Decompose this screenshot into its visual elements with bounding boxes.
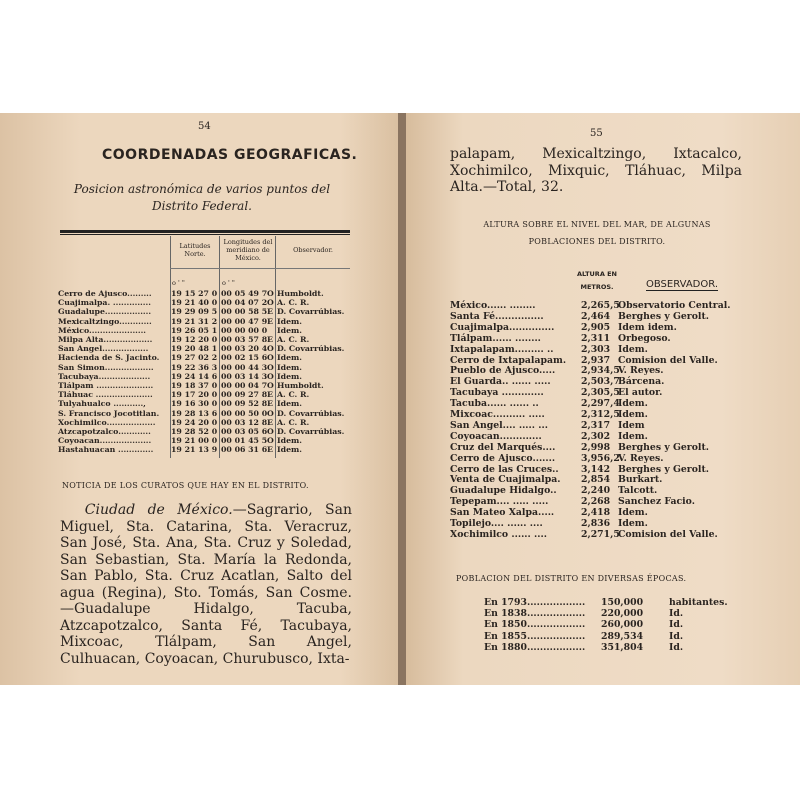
longitude: 00 00 50 0	[221, 408, 268, 418]
altitude: 2,418	[581, 507, 611, 519]
longitude: 00 00 58 5	[221, 307, 268, 317]
direction: O	[267, 298, 274, 308]
subtitle: Posicion astronómica de varios puntos del Distrito Federal.	[73, 182, 331, 213]
place-name: Ixtapalapam......... ..	[450, 343, 554, 355]
latitude: 19 28 13 6	[171, 408, 218, 418]
direction: O	[267, 408, 274, 418]
place-name: Guadalupe Hidalgo..	[450, 485, 557, 497]
population: 289,534	[601, 630, 644, 642]
altitude: 2,297,4	[581, 398, 620, 410]
observer: Idem	[618, 419, 645, 431]
observer: Idem.	[277, 436, 303, 446]
altitude: 2,998	[581, 441, 611, 453]
place-name: Tulyahualco ...........,	[58, 399, 146, 409]
place-name: Milpa Alta..................	[58, 335, 153, 344]
altitude: 2,854	[581, 474, 611, 486]
place-name: Tlálpam...... ........	[450, 332, 541, 344]
place-name: San Angel.... ..... ...	[450, 419, 548, 431]
section-title-poblacion: POBLACION DEL DISTRITO EN DIVERSAS ÉPOCAS.	[456, 574, 687, 583]
observer: Humboldt.	[277, 289, 324, 298]
observer: Comision del Valle.	[618, 354, 718, 366]
latitude: 19 26 05 1	[171, 325, 218, 335]
observer: Comision del Valle.	[618, 528, 718, 540]
observer: Orbegoso.	[618, 332, 671, 344]
direction: E	[267, 307, 273, 317]
altitude: 2,836	[581, 518, 611, 529]
longitude-units: o ' "	[222, 279, 235, 287]
place-name: Coyoacan.............	[450, 430, 542, 442]
observer: D. Covarrúbias.	[277, 427, 345, 436]
altitude: 2,305,5	[581, 387, 620, 399]
place-name: Tacubaya .............	[450, 387, 544, 399]
longitude: 00 03 20 4	[221, 344, 268, 354]
place-name: San Simon..................	[58, 362, 154, 372]
section-title-curatos: NOTICIA DE LOS CURATOS QUE HAY EN EL DISTRITO.	[62, 481, 309, 490]
place-name: Xochimilco ...... ....	[450, 528, 547, 540]
place-name: Tacubaya...................	[58, 371, 151, 381]
observer: Humboldt.	[277, 381, 324, 390]
place-name: Cerro de Ixtapalapam.	[450, 354, 567, 366]
altitude: 2,905	[581, 321, 611, 333]
place-name: Santa Fé...............	[450, 310, 544, 322]
place-name: Cruz del Marqués....	[450, 441, 556, 453]
observer: Idem.	[277, 316, 303, 326]
place-name: San Mateo Xalpa.....	[450, 507, 555, 519]
observer: Burkart.	[618, 474, 663, 486]
longitude: 00 00 47 9	[221, 316, 268, 326]
direction: E	[267, 390, 273, 400]
altitude: 2,265,5	[581, 300, 620, 311]
place-name: Pueblo de Ajusco.....	[450, 365, 556, 377]
curatos-lead: Ciudad de México.	[84, 502, 233, 518]
altitude: 2,268	[581, 496, 611, 508]
altitude: 2,317	[581, 419, 611, 431]
observer: El autor.	[618, 387, 663, 399]
observer: Talcott.	[618, 485, 658, 497]
place-name: Cerro de las Cruces..	[450, 463, 559, 475]
latitude: 19 21 40 0	[171, 298, 218, 308]
year: En 1850..................	[484, 619, 586, 631]
direction: O	[267, 381, 274, 390]
unit: habitantes.	[669, 597, 728, 608]
longitude: 00 04 07 2	[221, 298, 268, 308]
place-name: El Guarda.. ...... .....	[450, 376, 551, 388]
header-latitude: Latitudes Norte.	[179, 242, 211, 258]
column-divider	[275, 236, 276, 458]
latitude: 19 21 31 2	[171, 316, 218, 326]
observer: Idem.	[277, 325, 303, 335]
unit: Id.	[669, 630, 684, 642]
altitude: 2,934,5	[581, 365, 620, 377]
continued-paragraph: palapam, Mexicaltzingo, Ixtacalco, Xochimilco, Mixquic, Tláhuac, Milpa Alta.—Total, 32.	[450, 146, 742, 195]
altitude: 3,956,2	[581, 452, 620, 464]
place-name: S. Francisco Jocotitlan.	[58, 408, 160, 418]
observer: Bárcena.	[618, 376, 665, 388]
book-gutter	[398, 113, 406, 685]
population: 220,000	[601, 608, 644, 620]
header-rule	[170, 268, 350, 269]
place-name: Topilejo.... ...... ....	[450, 518, 543, 529]
latitude: 19 17 20 0	[171, 390, 218, 400]
observer: Idem.	[618, 507, 648, 519]
latitude: 19 22 36 3	[171, 362, 218, 372]
latitude: 19 12 20 0	[171, 335, 218, 344]
place-name: Cerro de Ajusco.........	[58, 289, 152, 298]
latitude: 19 16 30 0	[171, 399, 218, 409]
longitude: 00 05 49 7	[221, 289, 268, 298]
observer: Idem.	[277, 362, 303, 372]
place-name: Tláhuac .....................	[58, 390, 153, 400]
year: En 1793..................	[484, 597, 586, 608]
observer: Idem.	[277, 353, 303, 363]
direction: E	[267, 335, 273, 344]
place-name: Cerro de Ajusco.......	[450, 452, 556, 464]
observer: A. C. R.	[277, 417, 310, 427]
longitude: 00 00 00 0	[221, 325, 268, 335]
longitude: 00 09 52 8	[221, 399, 268, 409]
longitude: 00 06 31 6	[221, 445, 268, 455]
population: 260,000	[601, 619, 644, 631]
page-number: 54	[198, 121, 211, 132]
altitude: 2,937	[581, 354, 611, 366]
column-divider	[219, 236, 220, 458]
latitude: 19 28 52 0	[171, 427, 218, 436]
direction: O	[267, 371, 274, 381]
direction: E	[267, 316, 273, 326]
latitude: 19 21 00 0	[171, 436, 218, 446]
place-name: Mixcoac.......... .....	[450, 409, 545, 420]
observer: D. Covarrúbias.	[277, 408, 345, 418]
observer: Idem.	[277, 399, 303, 409]
page-number: 55	[590, 128, 603, 139]
direction: O	[267, 427, 274, 436]
observer: V. Reyes.	[618, 365, 664, 377]
place-name: México...... ........	[450, 300, 536, 311]
observer: Berghes y Gerolt.	[618, 463, 709, 475]
longitude: 00 02 15 6	[221, 353, 268, 363]
observer: Idem.	[618, 518, 648, 529]
latitude: 19 20 48 1	[171, 344, 218, 354]
direction: O	[267, 289, 274, 298]
altitude: 2,302	[581, 430, 611, 442]
observer: Idem.	[618, 343, 648, 355]
unit: Id.	[669, 619, 684, 631]
observer: Idem.	[618, 430, 648, 442]
observer: V. Reyes.	[618, 452, 664, 464]
observer: Idem.	[277, 445, 303, 455]
latitude: 19 27 02 2	[171, 353, 218, 363]
place-name: Coyoacan...................	[58, 436, 152, 446]
observer: A. C. R.	[277, 298, 310, 308]
direction: O	[267, 344, 274, 354]
latitude: 19 24 20 0	[171, 417, 218, 427]
observer: Berghes y Gerolt.	[618, 441, 709, 453]
longitude: 00 03 05 6	[221, 427, 268, 436]
page-title: COORDENADAS GEOGRAFICAS.	[102, 147, 358, 163]
population: 351,804	[601, 641, 644, 653]
place-name: México.....................	[58, 325, 147, 335]
header-observador: OBSERVADOR.	[646, 279, 719, 290]
year: En 1855..................	[484, 630, 586, 642]
longitude: 00 03 14 3	[221, 371, 268, 381]
longitude: 00 00 44 3	[221, 362, 268, 372]
place-name: Xochimilco..................	[58, 417, 156, 427]
latitude: 19 21 13 9	[171, 445, 218, 455]
altitude: 2,503,7	[581, 376, 620, 388]
observer: Sanchez Facio.	[618, 496, 695, 508]
altitude: 2,240	[581, 485, 611, 497]
curatos-text: —Sagrario, San Miguel, Sta. Catarina, Sta. Veracruz, San José, Sta. Ana, Sta. Cruz y Soledad, San Sebastian, Sta. María la Redonda, San Pablo, Sta. Cruz Acatlan, Salto del agua (Regina), Sto. Tomás, San Cosme.—Guadalupe Hidalgo, Tacuba, Atzcapotzalco, Santa Fé, Tacubaya, Mixcoac, Tlálpam, San Angel, Culhuacan, Coyoacan, Churubusco, Ixta-	[60, 502, 352, 667]
latitude-units: o ' "	[172, 279, 185, 287]
place-name: Guadalupe.................	[58, 307, 152, 317]
latitude: 19 24 14 6	[171, 371, 218, 381]
place-name: Tlálpam .....................	[58, 381, 154, 390]
place-name: Tacuba...... ...... ..	[450, 398, 539, 410]
place-name: San Angel.................	[58, 344, 149, 354]
longitude: 00 09 27 8	[221, 390, 268, 400]
place-name: Hacienda de S. Jacinto.	[58, 353, 160, 363]
header-altura: ALTURA EN METROS.	[577, 270, 617, 291]
year: En 1880..................	[484, 641, 586, 653]
direction: O	[267, 353, 274, 363]
observer: Berghes y Gerolt.	[618, 310, 709, 322]
direction: E	[267, 445, 273, 455]
longitude: 00 03 12 8	[221, 417, 268, 427]
latitude: 19 18 37 0	[171, 381, 218, 390]
observer: D. Covarrúbias.	[277, 344, 345, 354]
population: 150,000	[601, 597, 644, 608]
observer: A. C. R.	[277, 335, 310, 344]
latitude: 19 15 27 0	[171, 289, 218, 298]
place-name: Hastahuacan .............	[58, 445, 154, 455]
direction: E	[267, 417, 273, 427]
longitude: 00 03 57 8	[221, 335, 268, 344]
longitude: 00 00 04 7	[221, 381, 268, 390]
altitude: 2,312,5	[581, 409, 620, 420]
header-longitude: Longitudes del meridiano de México.	[223, 238, 273, 262]
place-name: Cuajimalpa. ..............	[58, 298, 151, 308]
altitude: 3,142	[581, 463, 611, 475]
latitude: 19 29 09 5	[171, 307, 218, 317]
place-name: Venta de Cuajimalpa.	[450, 474, 561, 486]
altitude: 2,271,5	[581, 528, 620, 540]
observer: D. Covarrúbias.	[277, 307, 345, 317]
place-name: Mexicaltzingo............	[58, 316, 152, 326]
observer: Idem.	[618, 398, 648, 410]
observer: Idem.	[618, 409, 648, 420]
place-name: Tepepam.... ..... .....	[450, 496, 549, 508]
direction: O	[267, 436, 274, 446]
direction: E	[267, 399, 273, 409]
table-top-rule-thin	[60, 234, 350, 235]
longitude: 00 01 45 5	[221, 436, 268, 446]
place-name: Cuajimalpa..............	[450, 321, 555, 333]
altitude: 2,303	[581, 343, 611, 355]
observer: A. C. R.	[277, 390, 310, 400]
observer: Idem.	[277, 371, 303, 381]
altitude: 2,311	[581, 332, 611, 344]
header-observer: Observador.	[293, 246, 333, 254]
table-top-rule	[60, 230, 350, 233]
observer: Observatorio Central.	[618, 300, 731, 311]
place-name: Atzcapotzalco............	[58, 427, 151, 436]
curatos-paragraph	[60, 502, 352, 667]
unit: Id.	[669, 641, 684, 653]
altitude: 2,464	[581, 310, 611, 322]
direction: O	[267, 362, 274, 372]
unit: Id.	[669, 608, 684, 620]
observer: Idem idem.	[618, 321, 677, 333]
year: En 1838..................	[484, 608, 586, 620]
section-title-altura: ALTURA SOBRE EL NIVEL DEL MAR, DE ALGUNAS POBLACIONES DEL DISTRITO.	[483, 220, 711, 246]
